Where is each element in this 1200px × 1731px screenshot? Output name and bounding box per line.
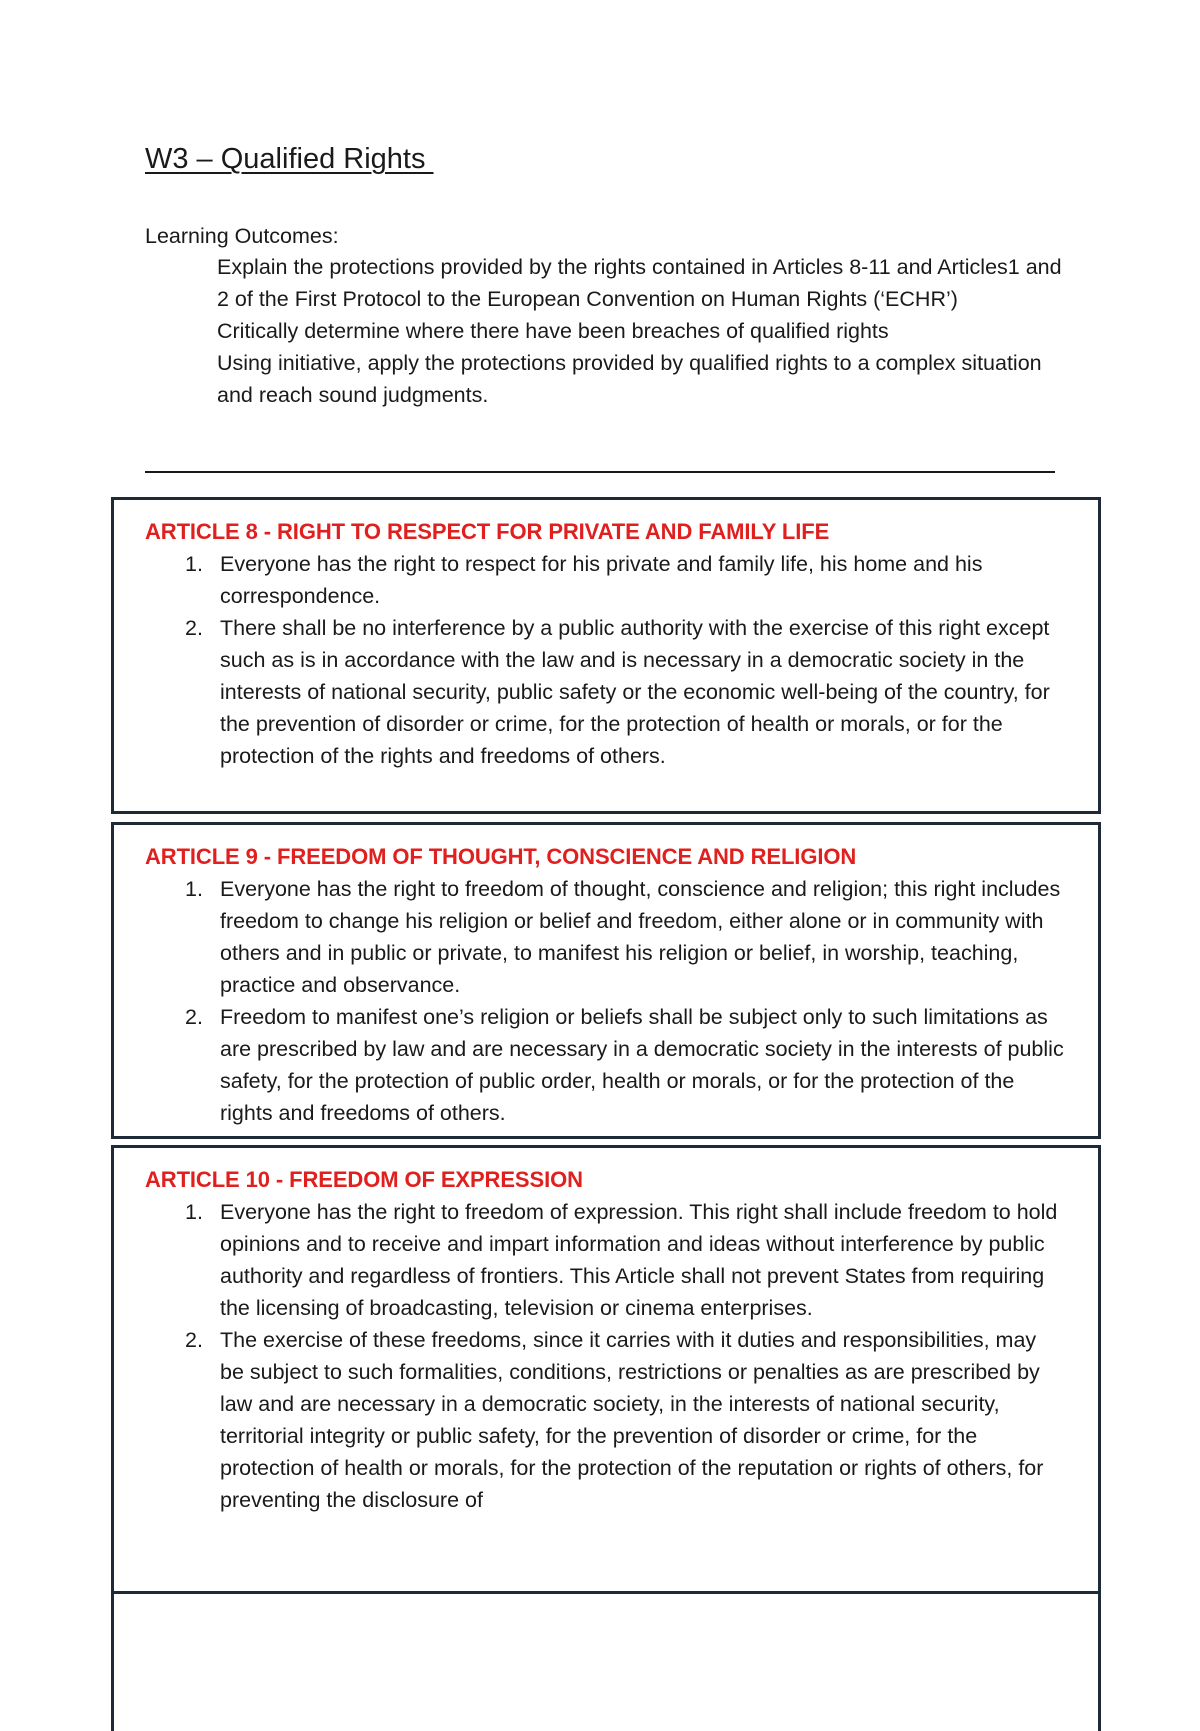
item-number: 2. [185,616,203,640]
next-article-box [111,1591,1101,1731]
article-9-box [111,822,1101,1139]
learning-outcomes-list [217,251,1067,411]
article-10-item-1 [145,1196,1075,1324]
item-number: 2. [185,1328,203,1352]
item-number: 1. [185,552,203,576]
learning-outcomes-label: Learning Outcomes: [145,224,339,248]
item-text: Freedom to manifest one’s religion or beliefs shall be subject only to such limitations as are prescribed by law and are necessary in a democratic society in the interests of public safety, for the protection of public order, health or morals, or for the protection of the rights and freedoms of others. [220,1005,1064,1125]
learning-outcome-item: Critically determine where there have been breaches of qualified rights [217,319,889,343]
article-8-box [111,497,1101,814]
item-number: 1. [185,877,203,901]
article-8-heading: ARTICLE 8 - RIGHT TO RESPECT FOR PRIVATE AND FAMILY LIFE [145,519,830,544]
article-8-item-2 [145,612,1075,772]
article-8-items [145,548,1075,772]
article-10-heading: ARTICLE 10 - FREEDOM OF EXPRESSION [145,1167,583,1192]
learning-outcome-item: Explain the protections provided by the rights contained in Articles 8-11 and Articles1 and 2 of the First Protocol to the European Convention on Human Rights (‘ECHR’) [217,255,1062,311]
article-10-box [111,1145,1101,1595]
article-9-item-1 [145,873,1075,1001]
page-title: W3 – Qualified Rights [145,143,434,175]
item-text: Everyone has the right to respect for his private and family life, his home and his correspondence. [220,552,983,608]
article-9-item-2 [145,1001,1075,1129]
item-text: There shall be no interference by a public authority with the exercise of this right except such as is in accordance with the law and is necessary in a democratic society in the interests of national security, public safety or the economic well-being of the country, for the prevention of disorder or crime, for the protection of health or morals, or for the protection of the rights and freedoms of others. [220,616,1050,768]
article-9-heading: ARTICLE 9 - FREEDOM OF THOUGHT, CONSCIENCE AND RELIGION [145,844,857,869]
item-number: 1. [185,1200,203,1224]
article-8-item-1 [145,548,1075,612]
article-9-items [145,873,1075,1129]
section-divider [145,471,1055,473]
article-10-item-2 [145,1324,1075,1516]
item-text: The exercise of these freedoms, since it carries with it duties and responsibilities, may be subject to such formalities, conditions, restrictions or penalties as are prescribed by law and are necessary in a democratic society, in the interests of national security, territorial integrity or public safety, for the prevention of disorder or crime, for the protection of health or morals, for the protection of the reputation or rights of others, for preventing the disclosure of [220,1328,1044,1512]
item-number: 2. [185,1005,203,1029]
article-10-items [145,1196,1075,1516]
item-text: Everyone has the right to freedom of expression. This right shall include freedom to hold opinions and to receive and impart information and ideas without interference by public authority and regardless of frontiers. This Article shall not prevent States from requiring the licensing of broadcasting, television or cinema enterprises. [220,1200,1058,1320]
learning-outcome-item: Using initiative, apply the protections provided by qualified rights to a complex situation and reach sound judgments. [217,351,1042,407]
item-text: Everyone has the right to freedom of thought, conscience and religion; this right includes freedom to change his religion or belief and freedom, either alone or in community with others and in public or private, to manifest his religion or belief, in worship, teaching, practice and observance. [220,877,1061,997]
